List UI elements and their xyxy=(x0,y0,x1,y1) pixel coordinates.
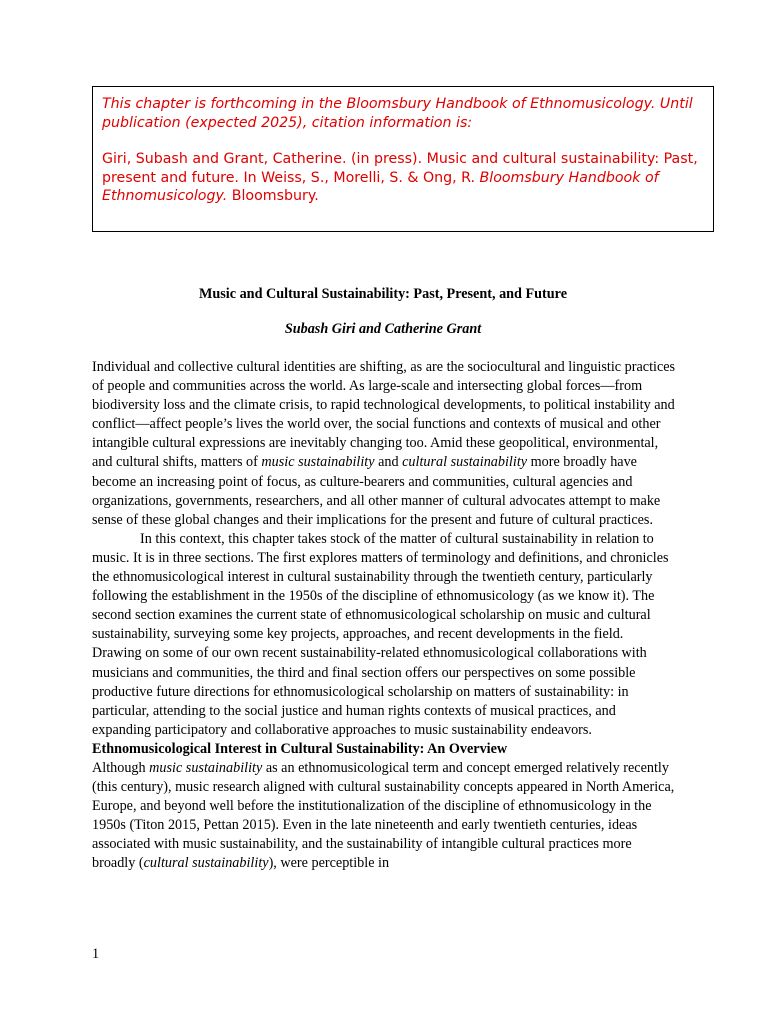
citation-publisher: Bloomsbury. xyxy=(227,188,319,204)
section-heading: Ethnomusicological Interest in Cultural Sustainability: An Overview xyxy=(92,740,508,757)
p1-text-c: and xyxy=(374,454,403,471)
chapter-title: Music and Cultural Sustainability: Past, Present, and Future xyxy=(199,286,567,302)
p3-term-music-sustainability: music sustainability xyxy=(149,759,263,776)
p1-text-a: Individual and collective cultural identities are shifting, as are the sociocultural and linguistic practices of people and communities across the world. As large-scale and intersecting global forces—from biodiversity loss and the climate crisis, to rapid technological developments, to political instability and conflict—affect people’s lives the world over, the social functions and contexts of musical and other intangible cultural expressions are inevitably changing too. Amid these geopolitical, environmental, and cultural shifts, matters of xyxy=(92,359,676,471)
chapter-body xyxy=(92,358,676,874)
p1-term-music-sustainability: music sustainability xyxy=(261,454,375,471)
p1-term-cultural-sustainability: cultural sustainability xyxy=(402,454,528,471)
p3-text-e: ), were perceptible in xyxy=(268,855,390,872)
notice-citation xyxy=(102,150,704,206)
p3-term-cultural-sustainability: cultural sustainability xyxy=(143,855,269,872)
paragraph-3 xyxy=(92,759,676,874)
citation-notice-box xyxy=(92,86,714,232)
page-number: 1 xyxy=(92,946,100,962)
notice-intro: This chapter is forthcoming in the Bloomsbury Handbook of Ethnomusicology. Until publication (expected 2025), citation information is: xyxy=(102,96,693,131)
chapter-authors: Subash Giri and Catherine Grant xyxy=(284,321,482,337)
paragraph-2: In this context, this chapter takes stock of the matter of cultural sustainability in relation to music. It is in three sections. The first explores matters of terminology and definitions, and chronicles the ethnomusicological interest in cultural sustainability through the twentieth century, particularly following the establishment in the 1950s of the discipline of ethnomusicology (as we know it). The second section examines the current state of ethnomusicological scholarship on music and cultural sustainability, surveying some key projects, approaches, and recent developments in the field. Drawing on some of our own recent sustainability-related ethnomusicological collaborations with musicians and communities, the third and final section offers our perspectives on some possible productive future directions for ethnomusicological scholarship on matters of sustainability: in particular, attending to the social justice and human rights contexts of musical practices, and expanding participatory and collaborative approaches to music sustainability endeavors. xyxy=(92,530,669,738)
p1-text-e: more broadly have become an increasing point of focus, as culture-bearers and communities, cultural agencies and organizations, governments, researchers, and all other manner of cultural advocates attempt to make sense of these global changes and their implications for the present and future of cultural practices. xyxy=(92,454,661,528)
p3-text-c: as an ethnomusicological term and concept emerged relatively recently (this century), music research aligned with cultural sustainability concepts appeared in North America, Europe, and beyond well before the institutionalization of the discipline of ethnomusicology in the 1950s (Titon 2015, Pettan 2015). Even in the late nineteenth and early twentieth centuries, ideas associated with music sustainability, and the sustainability of intangible cultural practices more broadly ( xyxy=(92,759,675,872)
citation-main: Giri, Subash and Grant, Catherine. (in press). Music and cultural sustainability: Past, present and future. In Weiss, S., Morelli, S. & Ong, R. xyxy=(102,151,698,186)
paragraph-1 xyxy=(92,358,676,530)
citation-book-title: Bloomsbury Handbook of Ethnomusicology. xyxy=(102,169,659,204)
p3-text-a: Although xyxy=(92,759,150,776)
